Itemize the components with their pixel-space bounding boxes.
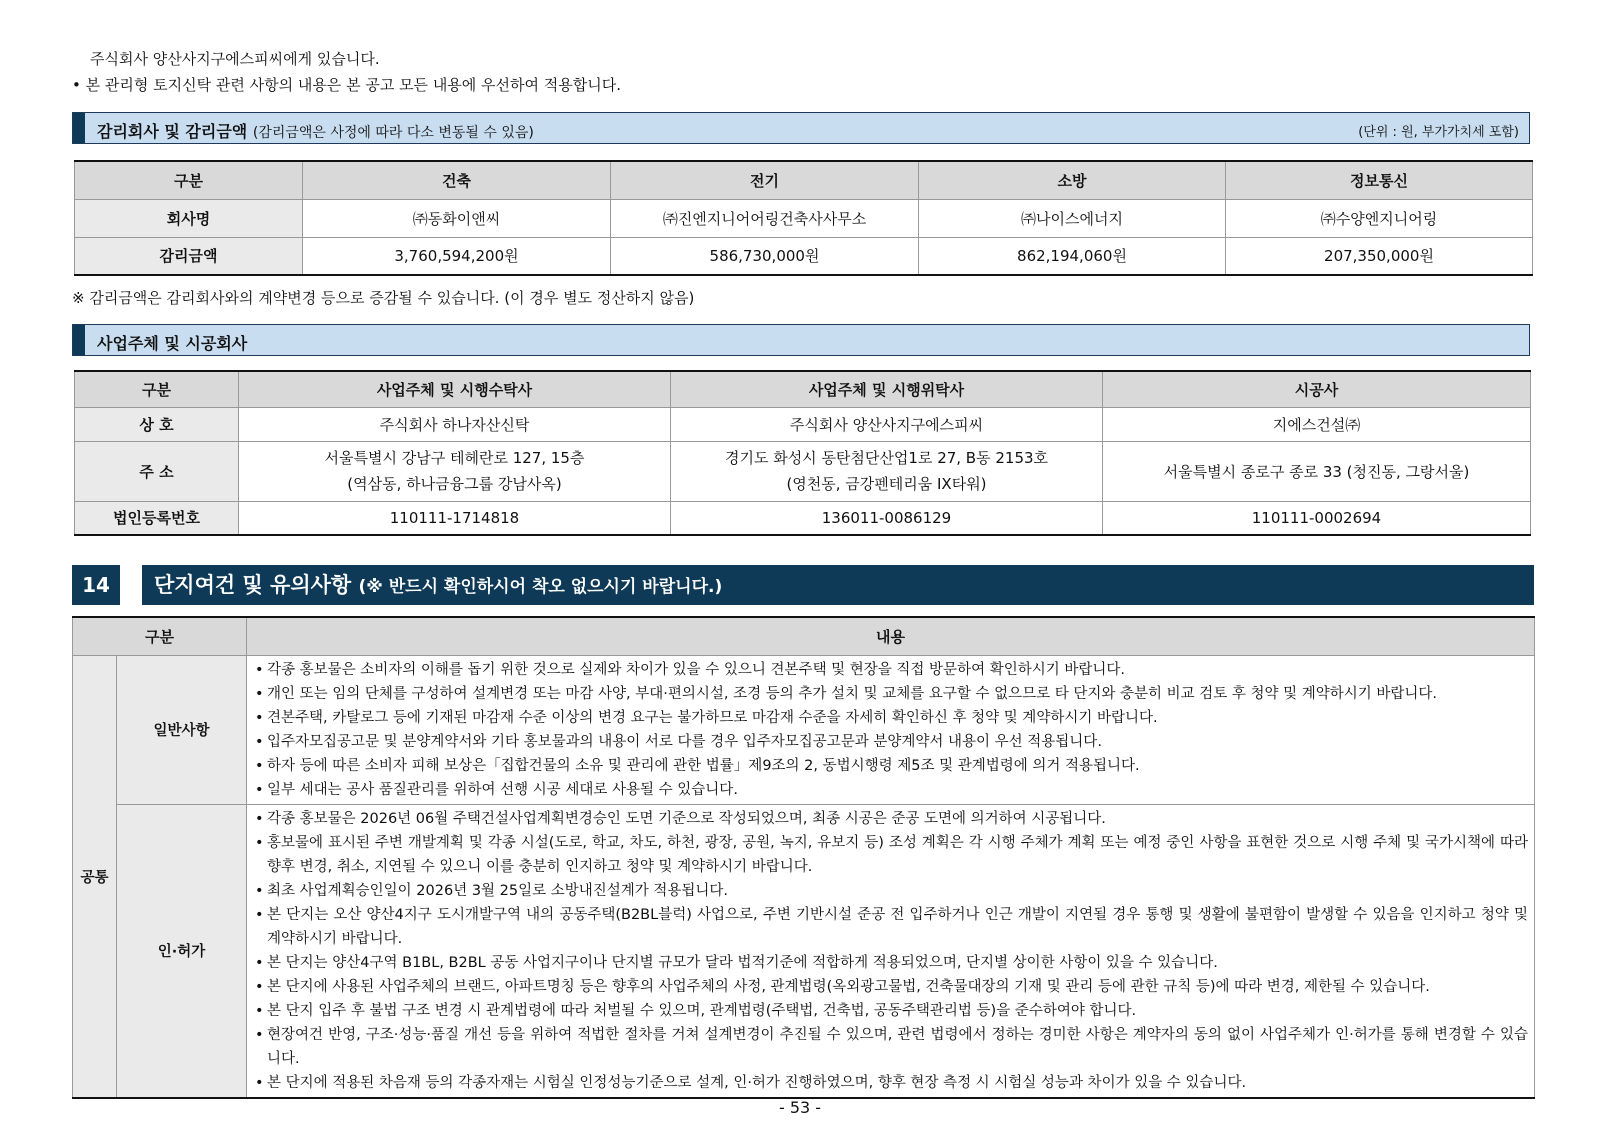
header-cell: 내용 [247,617,1535,655]
list-item: • 견본주택, 카탈로그 등에 기재된 마감재 수준 이상의 변경 요구는 불가하므로 마감재 수준을 자세히 확인하신 후 청약 및 계약하시기 바랍니다. [255,709,1158,726]
list-item: • 본 단지는 양산4구역 B1BL, B2BL 공동 사업지구이나 단지별 규모가 달라 법적기준에 적합하게 적용되었으며, 단지별 상이한 사항이 있을 수 있습니다. [255,954,1218,971]
address-line: 서울특별시 강남구 테헤란로 127, 15층 [324,449,585,467]
row-label: 주 소 [75,441,239,501]
table-cell: 주식회사 하나자산신탁 [239,407,671,441]
table-row [75,407,1531,441]
business-title-bar [72,324,1530,356]
list-item: • 본 단지 입주 후 불법 구조 변경 시 관계법령에 따라 처벌될 수 있으며, 관계법령(주택법, 건축법, 공동주택관리법 등)을 준수하여야 합니다. [255,1002,1137,1019]
table-row [73,655,1535,804]
general-items [247,655,1535,804]
table-cell: ㈜동화이앤씨 [303,199,611,237]
list-item: • 일부 세대는 공사 품질관리를 위하여 선행 시공 세대로 사용될 수 있습니다. [255,781,738,798]
page-number: - 53 - [778,1098,822,1117]
supervision-table [74,160,1533,276]
header-cell: 전기 [611,161,919,199]
supervision-unit: (단위 : 원, 부가가치세 포함) [1358,125,1519,140]
table-cell [239,441,671,501]
table-cell: 110111-0002694 [1103,501,1531,535]
address-line: (영천동, 금강펜테리움 IX타워) [786,475,987,493]
table-cell: 136011-0086129 [671,501,1103,535]
list-item: • 본 단지에 적용된 차음재 등의 각종자재는 시험실 인정성능기준으로 설계, 인·허가 진행하였으며, 향후 현장 측정 시 시험실 성능과 차이가 있을 수 있습니다. [255,1074,1247,1091]
supervision-title-bar [72,112,1530,144]
section-title: 단지여건 및 유의사항 [154,573,352,597]
intro-line-2: • 본 관리형 토지신탁 관련 사항의 내용은 본 공고 모든 내용에 우선하여 적용합니다. [72,76,622,94]
list-item: • 각종 홍보물은 소비자의 이해를 돕기 위한 것으로 실제와 차이가 있을 수 있으니 견본주택 및 현장을 직접 방문하여 확인하시기 바랍니다. [255,661,1125,678]
header-cell: 구분 [75,161,303,199]
table-cell: 207,350,000원 [1226,237,1533,275]
header-cell: 사업주체 및 시행위탁사 [671,371,1103,407]
table-cell [671,441,1103,501]
table-row [75,237,1533,275]
table-cell: 110111-1714818 [239,501,671,535]
header-cell: 소방 [919,161,1226,199]
section-number: 14 [72,565,120,605]
supervision-subtitle: (감리금액은 사정에 따라 다소 변동될 수 있음) [252,125,534,141]
list-item: • 개인 또는 임의 단체를 구성하여 설계변경 또는 마감 사양, 부대·편의시설, 조경 등의 추가 설치 및 교체를 요구할 수 없으므로 타 단지와 충분히 비교 검토 후 청약 및 계약하시기 바랍니다. [255,685,1438,702]
list-item: • 하자 등에 따른 소비자 피해 보상은「집합건물의 소유 및 관리에 관한 법률」제9조의 2, 동법시행령 제5조 및 관계법령에 의거 적용됩니다. [255,757,1140,774]
header-cell: 건축 [303,161,611,199]
header-cell: 시공사 [1103,371,1531,407]
business-table [74,370,1531,536]
group-label: 공통 [73,655,117,1098]
address-line: 경기도 화성시 동탄첨단산업1로 27, B동 2153호 [724,449,1049,467]
table-cell: ㈜진엔지니어어링건축사사무소 [611,199,919,237]
table-row [75,199,1533,237]
section-subtitle: (※ 반드시 확인하시어 착오 없으시기 바랍니다.) [358,577,723,597]
table-cell: 주식회사 양산사지구에스피씨 [671,407,1103,441]
table-row [75,501,1531,535]
table-cell: 서울특별시 종로구 종로 33 (청진동, 그랑서울) [1103,441,1531,501]
header-cell: 구분 [73,617,247,655]
supervision-title: 감리회사 및 감리금액 [97,122,248,141]
row-label: 법인등록번호 [75,501,239,535]
notes-table [72,616,1535,1099]
category-label: 일반사항 [117,655,247,804]
list-item: • 각종 홍보물은 2026년 06월 주택건설사업계획변경승인 도면 기준으로 작성되었으며, 최종 시공은 준공 도면에 의거하여 시공됩니다. [255,810,1106,827]
list-item: • 홍보물에 표시된 주변 개발계획 및 각종 시설(도로, 학교, 차도, 하천, 광장, 공원, 녹지, 유보지 등) 조성 계획은 각 시행 주체가 계획 또는 예정 중인 사항을 표현한 것으로 시행 주체 및 국가시책에 따라 향후 변경, 취소, 지연될 수 있으니 이를 충분히 인지하고 청약 및 계약하시기 바랍니다. [255,834,1529,875]
intro-line-1: 주식회사 양산사지구에스피씨에게 있습니다. [90,50,380,68]
table-row [75,441,1531,501]
table-cell: 862,194,060원 [919,237,1226,275]
category-label: 인·허가 [117,804,247,1098]
table-cell: ㈜나이스에너지 [919,199,1226,237]
row-label: 상 호 [75,407,239,441]
list-item: • 본 단지는 오산 양산4지구 도시개발구역 내의 공동주택(B2BL블럭) 사업으로, 주변 기반시설 준공 전 입주하거나 인근 개발이 지연될 경우 통행 및 생활에 불편함이 발생할 수 있음을 인지하고 청약 및 계약하시기 바랍니다. [255,906,1529,947]
table-cell: 3,760,594,200원 [303,237,611,275]
table-cell: ㈜수양엔지니어링 [1226,199,1533,237]
row-label: 감리금액 [75,237,303,275]
business-title: 사업주체 및 시공회사 [97,334,248,353]
header-cell: 정보통신 [1226,161,1533,199]
list-item: • 현장여건 반영, 구조·성능·품질 개선 등을 위하여 적법한 절차를 거쳐 설계변경이 추진될 수 있으며, 관련 법령에서 정하는 경미한 사항은 계약자의 동의 없이 사업주체가 인·허가를 통해 변경할 수 있습니다. [255,1026,1529,1067]
header-cell: 사업주체 및 시행수탁사 [239,371,671,407]
table-cell: 지에스건설㈜ [1103,407,1531,441]
table-cell: 586,730,000원 [611,237,919,275]
address-line: (역삼동, 하나금융그룹 강남사옥) [347,475,562,493]
list-item: • 최초 사업계획승인일이 2026년 3월 25일로 소방내진설계가 적용됩니다. [255,882,729,899]
header-cell: 구분 [75,371,239,407]
row-label: 회사명 [75,199,303,237]
list-item: • 본 단지에 사용된 사업주체의 브랜드, 아파트명칭 등은 향후의 사업주체의 사정, 관계법령(옥외광고물법, 건축물대장의 기재 및 관리 등에 관한 규칙 등)에 따라 변경, 제한될 수 있습니다. [255,978,1430,995]
table-row [73,804,1535,1098]
supervision-note: ※ 감리금액은 감리회사와의 계약변경 등으로 증감될 수 있습니다. (이 경우 별도 정산하지 않음) [72,289,695,307]
permit-items [247,804,1535,1098]
list-item: • 입주자모집공고문 및 분양계약서와 기타 홍보물과의 내용이 서로 다를 경우 입주자모집공고문과 분양계약서 내용이 우선 적용됩니다. [255,733,1102,750]
